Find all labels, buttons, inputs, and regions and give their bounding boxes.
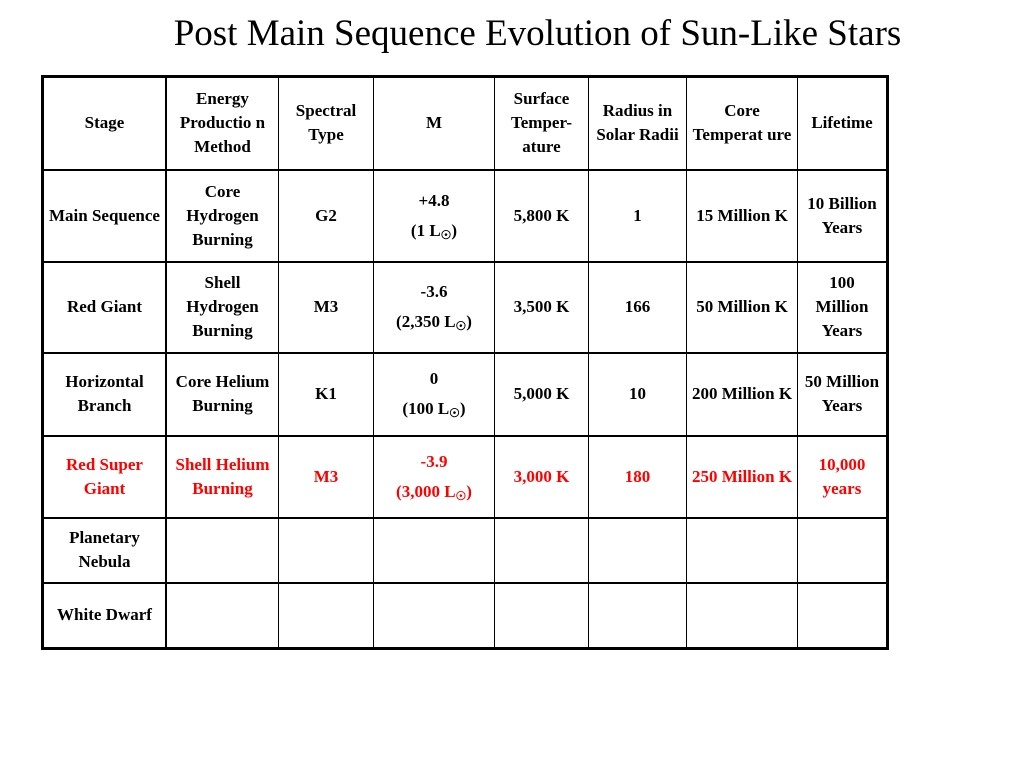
luminosity-value [377,394,491,424]
energy-method-cell: Shell Hydrogen Burning [166,262,279,353]
magnitude-cell [374,583,495,649]
magnitude-cell [374,170,495,262]
sun-symbol-icon: ☉ [449,406,460,420]
magnitude-value: -3.9 [420,451,448,471]
energy-method-cell: Core Hydrogen Burning [166,170,279,262]
stage-cell: Red Super Giant [43,436,167,518]
lifetime-cell [798,583,888,649]
luminosity-open: (100 L [402,399,450,418]
stellar-evolution-table [41,75,889,650]
header-magnitude: M [374,77,495,170]
surface-temperature-cell: 3,000 K [495,436,589,518]
spectral-type-cell [279,583,374,649]
header-radius: Radius in Solar Radii [589,77,687,170]
magnitude-cell [374,262,495,353]
luminosity-close: ) [466,312,472,331]
spectral-type-cell: M3 [279,262,374,353]
lifetime-cell: 50 Million Years [798,353,888,436]
magnitude-cell [374,518,495,583]
radius-cell [589,518,687,583]
table-row-highlighted [43,436,888,518]
table-row [43,353,888,436]
magnitude-value: 0 [429,369,439,388]
radius-cell: 180 [589,436,687,518]
spectral-type-cell: K1 [279,353,374,436]
header-energy-method: Energy Productio n Method [166,77,279,170]
surface-temperature-cell: 3,500 K [495,262,589,353]
luminosity-open: (3,000 L [396,481,456,501]
radius-cell: 1 [589,170,687,262]
radius-cell: 166 [589,262,687,353]
stage-cell: Main Sequence [43,170,167,262]
luminosity-close: ) [459,399,466,418]
surface-temperature-cell [495,518,589,583]
radius-cell: 10 [589,353,687,436]
luminosity-value [377,477,491,507]
lifetime-cell: 10,000 years [798,436,888,518]
stage-cell: Horizontal Branch [43,353,167,436]
energy-method-cell: Core Helium Burning [166,353,279,436]
stage-cell: Planetary Nebula [43,518,167,583]
spectral-type-cell: G2 [279,170,374,262]
header-stage: Stage [43,77,167,170]
luminosity-close: ) [466,481,472,501]
stage-cell: Red Giant [43,262,167,353]
spectral-type-cell [279,518,374,583]
header-spectral-type: Spectral Type [279,77,374,170]
core-temperature-cell: 200 Million K [687,353,798,436]
spectral-type-cell: M3 [279,436,374,518]
energy-method-cell: Shell Helium Burning [166,436,279,518]
stage-cell: White Dwarf [43,583,167,649]
magnitude-cell [374,353,495,436]
header-lifetime: Lifetime [798,77,888,170]
surface-temperature-cell: 5,800 K [495,170,589,262]
energy-method-cell [166,583,279,649]
luminosity-value [377,216,491,246]
sun-symbol-icon: ☉ [455,319,467,333]
core-temperature-cell: 15 Million K [687,170,798,262]
table-row [43,170,888,262]
surface-temperature-cell: 5,000 K [495,353,589,436]
lifetime-cell: 100 Million Years [798,262,888,353]
core-temperature-cell: 50 Million K [687,262,798,353]
core-temperature-cell [687,583,798,649]
table-header-row [43,77,888,170]
radius-cell [589,583,687,649]
lifetime-cell: 10 Billion Years [798,170,888,262]
luminosity-close: ) [451,220,458,240]
table-row [43,262,888,353]
core-temperature-cell [687,518,798,583]
magnitude-value: -3.6 [420,282,448,301]
magnitude-cell [374,436,495,518]
luminosity-open: (1 L [410,220,441,240]
table-row [43,518,888,583]
header-surface-temperature: Surface Temper- ature [495,77,589,170]
core-temperature-cell: 250 Million K [687,436,798,518]
page-title: Post Main Sequence Evolution of Sun-Like Stars [173,13,902,54]
luminosity-value [377,307,491,337]
energy-method-cell [166,518,279,583]
luminosity-open: (2,350 L [396,312,456,331]
sun-symbol-icon: ☉ [440,227,452,242]
table-row [43,583,888,649]
sun-symbol-icon: ☉ [455,488,467,503]
stellar-evolution-table-container [41,75,889,650]
surface-temperature-cell [495,583,589,649]
header-core-temperature: Core Temperat ure [687,77,798,170]
lifetime-cell [798,518,888,583]
magnitude-value: +4.8 [418,190,450,210]
